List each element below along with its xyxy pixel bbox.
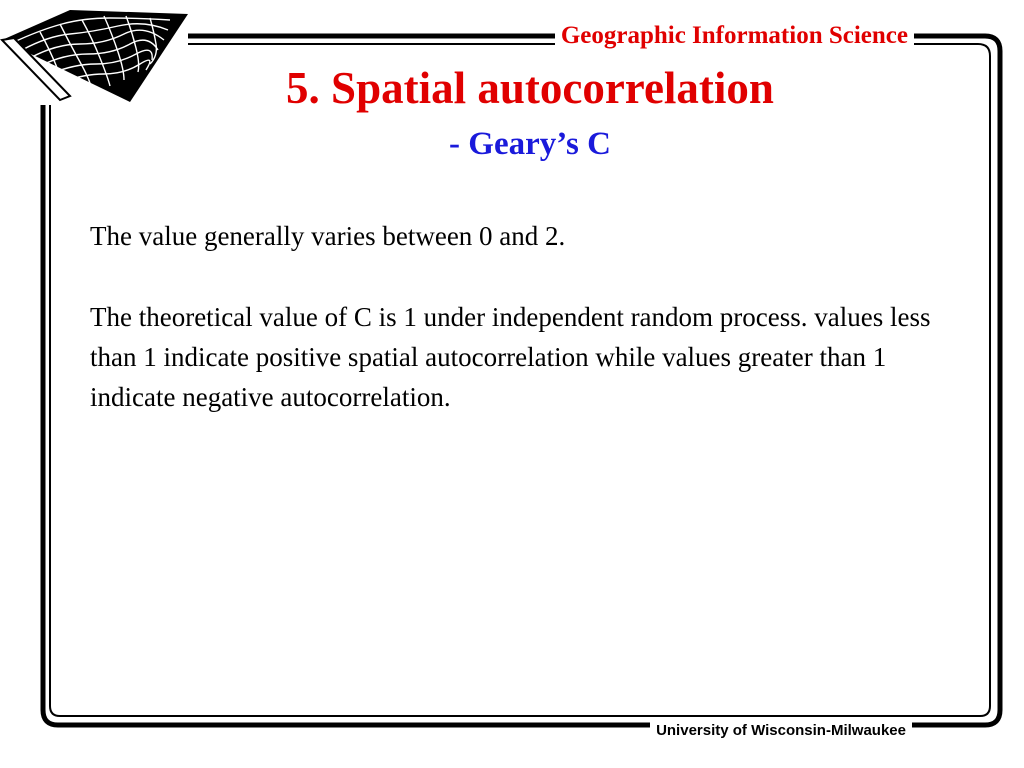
body-paragraph-value-range: The value generally varies between 0 and 2. bbox=[90, 221, 566, 251]
body-paragraph-interpretation: The theoretical value of C is 1 under independent random process. values less than 1 indicate positive spatial autocorrelation while values greater than 1 indicate negative autocorrelation. bbox=[90, 302, 931, 412]
slide-subtitle: - Geary’s C bbox=[449, 126, 611, 162]
course-title: Geographic Information Science bbox=[555, 22, 914, 50]
institution-footer: University of Wisconsin-Milwaukee bbox=[650, 722, 912, 740]
slide-title: 5. Spatial autocorrelation bbox=[286, 63, 774, 113]
